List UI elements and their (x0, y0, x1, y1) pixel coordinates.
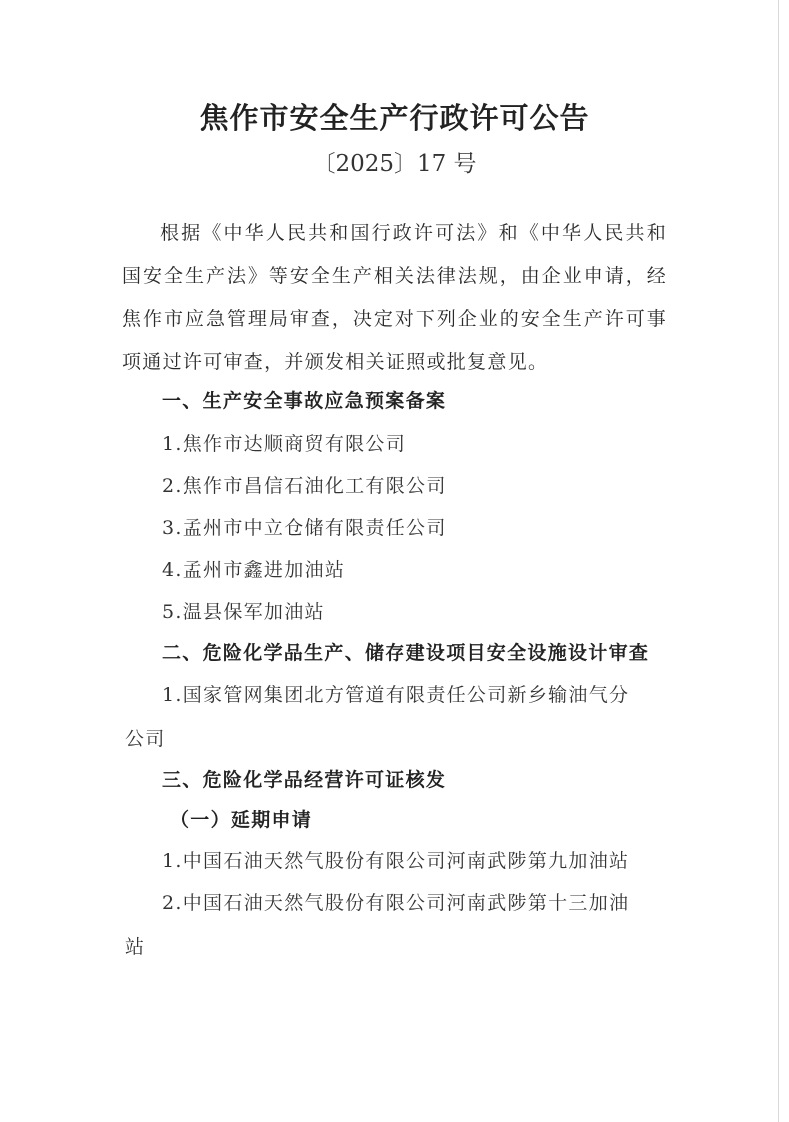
list-item: 4.孟州市鑫进加油站 (162, 559, 346, 581)
list-item: 2.中国石油天然气股份有限公司河南武陟第十三加油 (162, 892, 630, 914)
list-item: 1.中国石油天然气股份有限公司河南武陟第九加油站 (162, 850, 630, 872)
intro-paragraph: 根据《中华人民共和国行政许可法》和《中华人民共和国安全生产法》等安全生产相关法律法规，由企业申请，经焦作市应急管理局审查，决定对下列企业的安全生产许可事项通过许可审查，并颁发相关证照或批复意见。 (122, 222, 667, 373)
list-item-continuation: 公司 (125, 728, 166, 750)
list-item: 5.温县保军加油站 (162, 601, 325, 623)
list-item: 3.孟州市中立仓储有限责任公司 (162, 517, 447, 539)
section-heading-2: 二、危险化学品生产、储存建设项目安全设施设计审查 (162, 642, 650, 664)
document-number: 〔2025〕17 号 (312, 151, 477, 177)
list-item: 1.国家管网集团北方管道有限责任公司新乡输油气分 (162, 684, 630, 706)
subsection-heading: （一）延期申请 (170, 809, 313, 831)
list-item: 2.焦作市昌信石油化工有限公司 (162, 475, 447, 497)
section-heading-3: 三、危险化学品经营许可证核发 (162, 769, 447, 791)
section-heading-1: 一、生产安全事故应急预案备案 (162, 390, 447, 412)
list-item-continuation: 站 (125, 936, 146, 958)
list-item: 1.焦作市达顺商贸有限公司 (162, 433, 407, 455)
document-title: 焦作市安全生产行政许可公告 (199, 101, 590, 135)
